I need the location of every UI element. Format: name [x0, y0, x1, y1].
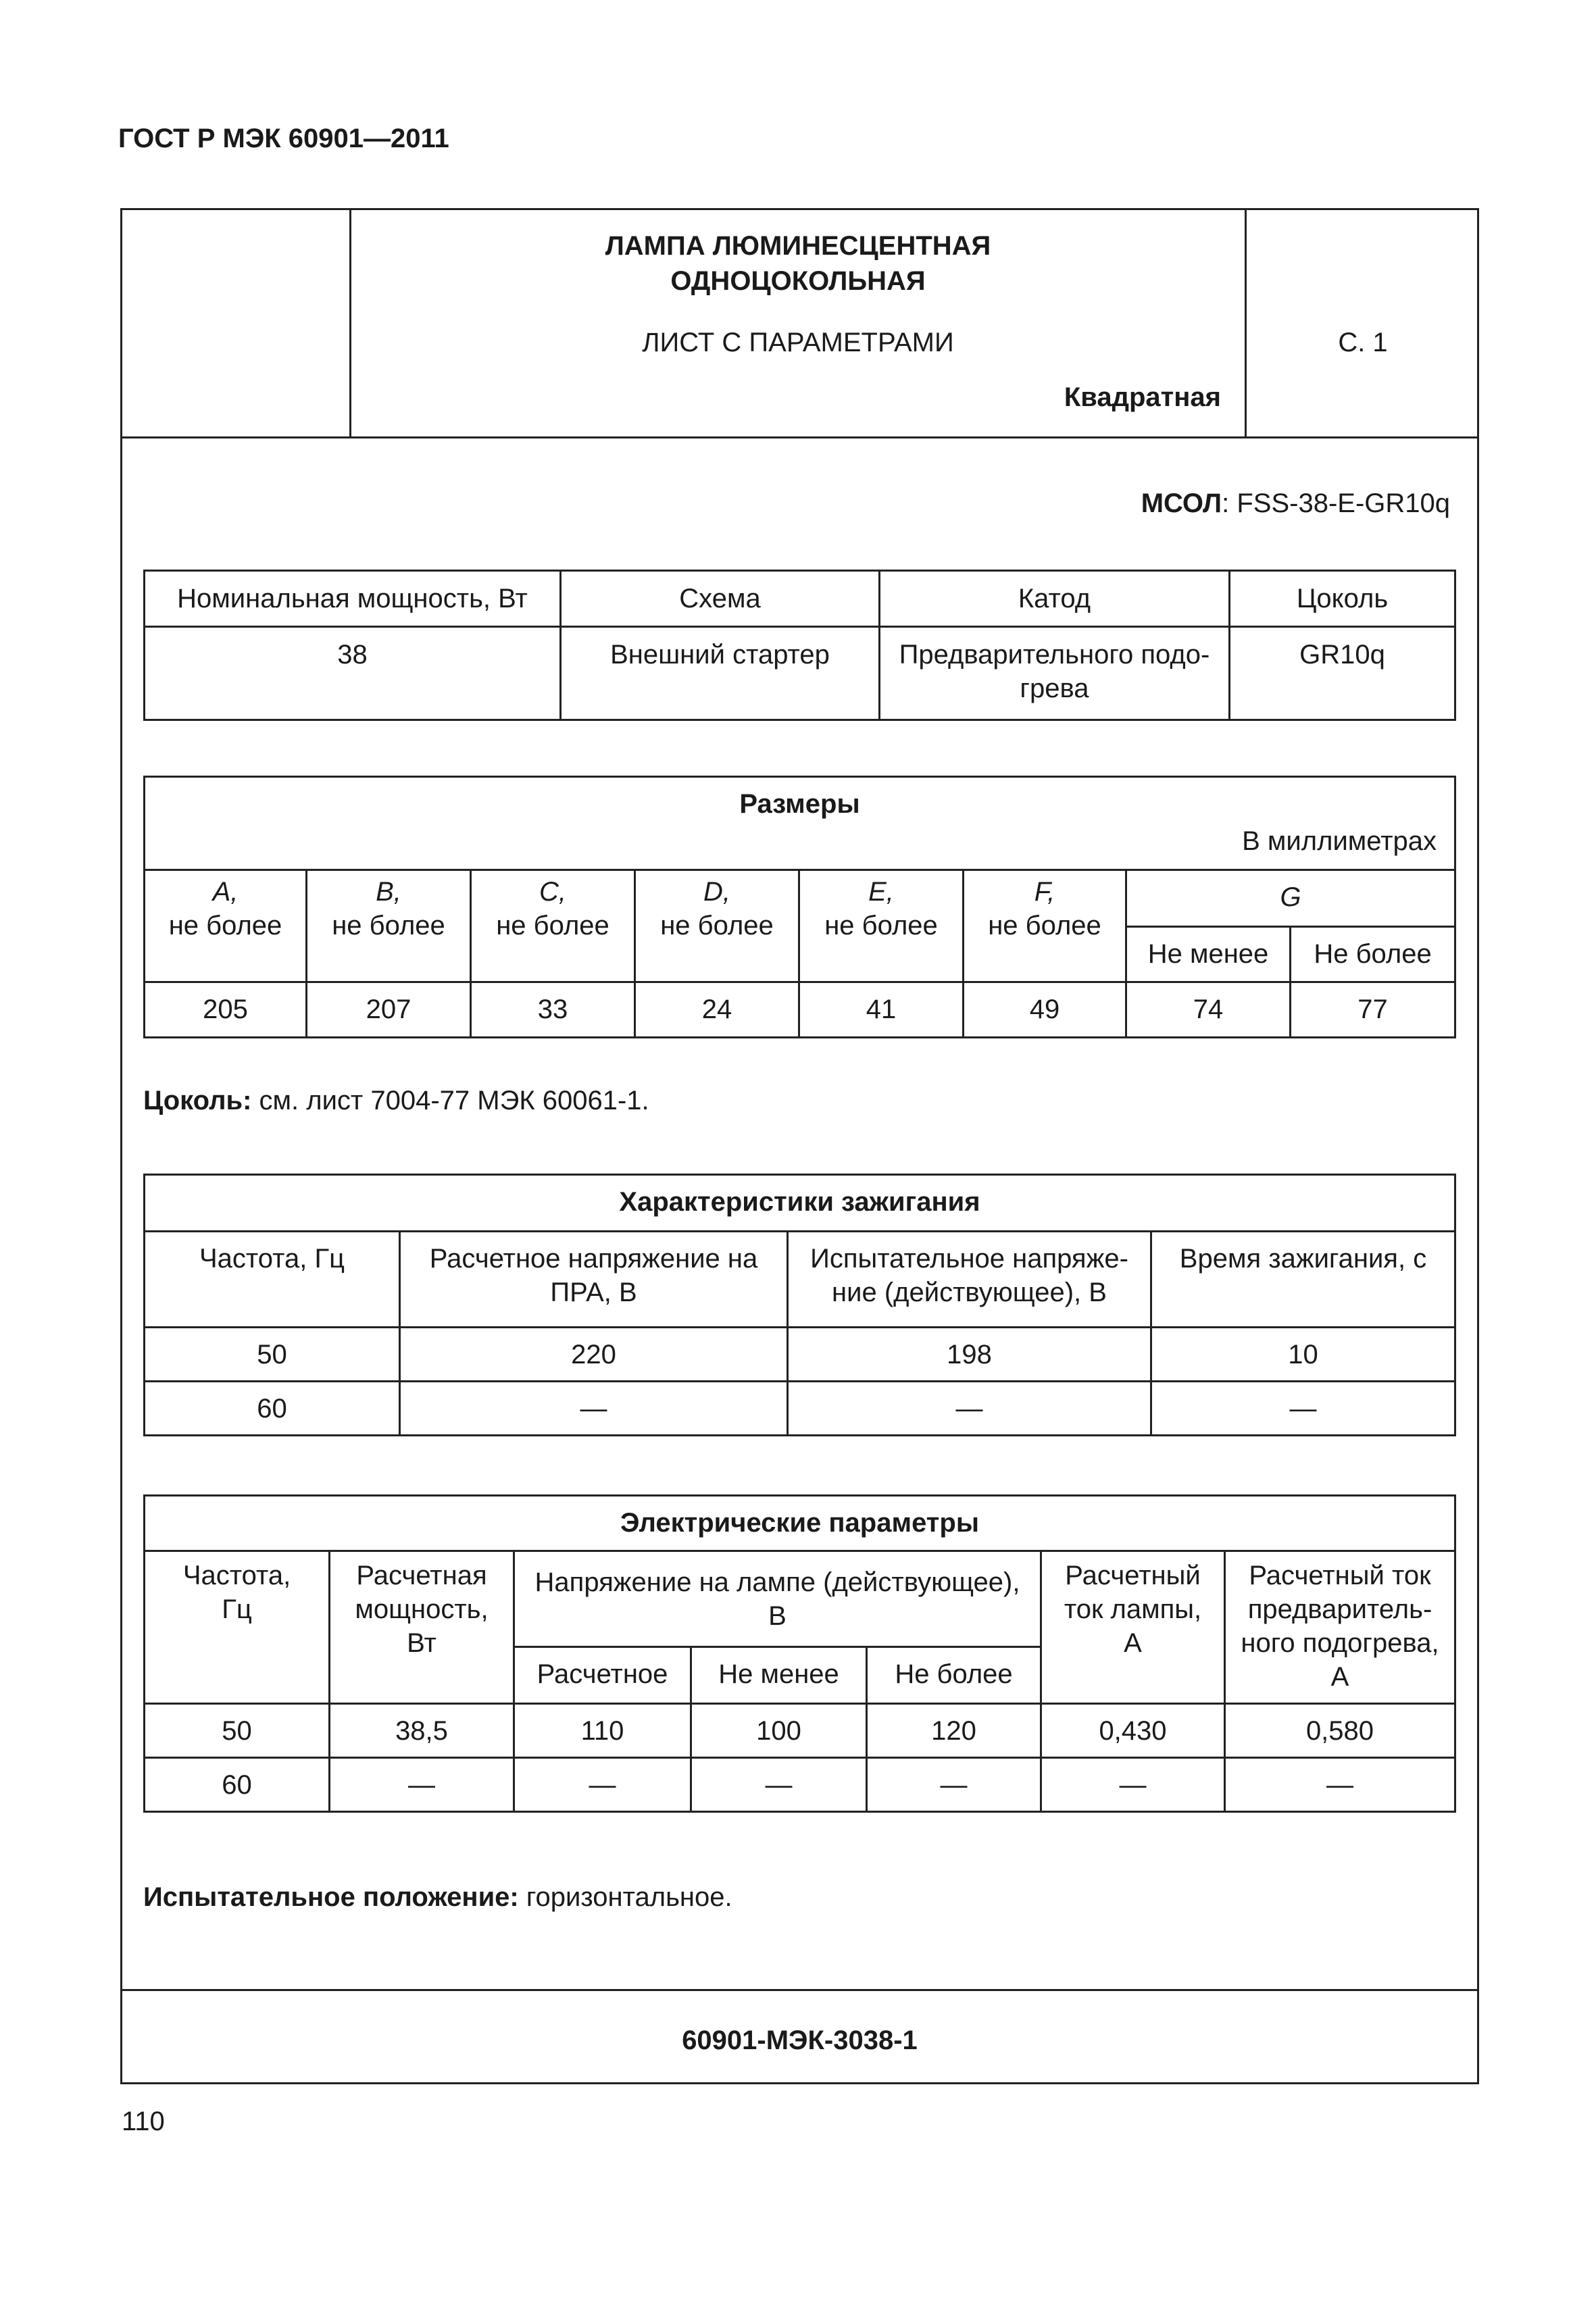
header-power: Номинальная мощность, Вт	[145, 571, 561, 627]
el-cell: 50	[145, 1704, 330, 1758]
el-header-preheat: Расчетный ток предваритель- ного подогрева, А	[1225, 1551, 1455, 1704]
ign-cell: 220	[400, 1328, 788, 1382]
el-header-power: Расчетная мощность, Вт	[330, 1551, 514, 1704]
dim-value: 205	[145, 982, 307, 1038]
dimensions-units: В миллиметрах	[1242, 826, 1437, 856]
dim-col-c: C, не более	[471, 870, 635, 982]
dim-value: 77	[1291, 982, 1455, 1038]
dim-col-d: D, не более	[635, 870, 799, 982]
el-cell: —	[1225, 1758, 1455, 1812]
el-cell: 0,430	[1041, 1704, 1225, 1758]
electrical-title: Электрические параметры	[145, 1496, 1455, 1551]
el-cell: —	[867, 1758, 1041, 1812]
dim-g-max: Не более	[1291, 927, 1455, 982]
dim-col-b: B, не более	[307, 870, 471, 982]
ign-header-test-voltage: Испытательное напряже- ние (действующее), В	[788, 1232, 1151, 1328]
ign-cell: 10	[1151, 1328, 1455, 1382]
el-header-freq: Частота, Гц	[145, 1551, 330, 1704]
ignition-title: Характеристики зажигания	[145, 1175, 1455, 1232]
ignition-table	[143, 1174, 1456, 1436]
value-power: 38	[145, 627, 561, 720]
lamp-shape: Квадратная	[1064, 382, 1221, 412]
ign-cell: 60	[145, 1382, 400, 1436]
dimensions-title-cell	[145, 777, 1455, 870]
dimensions-title: Размеры	[739, 789, 860, 819]
ign-header-voltage: Расчетное напряжение на ПРА, В	[400, 1232, 788, 1328]
sheet-code: 60901-МЭК-3038-1	[682, 2026, 918, 2055]
el-cell: —	[330, 1758, 514, 1812]
mcol-label: МСОЛ	[1141, 488, 1222, 518]
base-note: Цоколь: см. лист 7004-77 МЭК 60061-1.	[143, 1086, 649, 1115]
title-line-1: ЛАМПА ЛЮМИНЕСЦЕНТНАЯ	[605, 231, 991, 261]
mcol-designation	[1141, 488, 1450, 519]
el-header-current: Расчетный ток лампы, А	[1041, 1551, 1225, 1704]
page-number: 110	[122, 2107, 165, 2136]
el-cell: 120	[867, 1704, 1041, 1758]
value-base: GR10q	[1230, 627, 1455, 720]
dim-value: 33	[471, 982, 635, 1038]
el-cell: 110	[514, 1704, 691, 1758]
ign-cell: —	[1151, 1382, 1455, 1436]
el-cell: —	[691, 1758, 867, 1812]
dim-col-a: A, не более	[145, 870, 307, 982]
ign-cell: —	[788, 1382, 1151, 1436]
el-cell: —	[1041, 1758, 1225, 1812]
ign-cell: 50	[145, 1328, 400, 1382]
test-position: Испытательное положение: горизонтальное.	[143, 1882, 732, 1912]
header-scheme: Схема	[561, 571, 880, 627]
ign-header-time: Время зажигания, с	[1151, 1232, 1455, 1328]
value-cathode: Предварительного подо- грева	[880, 627, 1230, 720]
dim-col-g: G	[1126, 870, 1455, 927]
dim-value: 41	[799, 982, 964, 1038]
dimensions-table	[143, 776, 1456, 1038]
dim-g-min: Не менее	[1126, 927, 1291, 982]
header-cathode: Катод	[880, 571, 1230, 627]
main-params-table	[143, 570, 1456, 721]
el-cell: —	[514, 1758, 691, 1812]
dim-value: 24	[635, 982, 799, 1038]
el-cell: 100	[691, 1704, 867, 1758]
standard-header: ГОСТ Р МЭК 60901—2011	[118, 124, 449, 153]
header-base: Цоколь	[1230, 571, 1455, 627]
ign-cell: —	[400, 1382, 788, 1436]
ign-header-freq: Частота, Гц	[145, 1232, 400, 1328]
el-cell: 0,580	[1225, 1704, 1455, 1758]
page-label: С. 1	[1338, 328, 1388, 357]
value-scheme: Внешний стартер	[561, 627, 880, 720]
el-header-voltage: Напряжение на лампе (действующее), В	[514, 1551, 1041, 1647]
el-sub-max: Не более	[867, 1647, 1041, 1704]
sheet-subtitle: ЛИСТ С ПАРАМЕТРАМИ	[642, 328, 954, 357]
dim-value: 49	[964, 982, 1126, 1038]
ign-cell: 198	[788, 1328, 1151, 1382]
title-block	[351, 228, 1245, 299]
dim-value: 207	[307, 982, 471, 1038]
footer-divider	[120, 1989, 1479, 1991]
mcol-value: : FSS-38-E-GR10q	[1222, 488, 1450, 518]
electrical-table	[143, 1494, 1456, 1813]
title-divider	[120, 436, 1479, 438]
el-cell: 38,5	[330, 1704, 514, 1758]
dim-col-f: F, не более	[964, 870, 1126, 982]
title-line-2: ОДНОЦОКОЛЬНАЯ	[670, 266, 926, 296]
el-cell: 60	[145, 1758, 330, 1812]
dim-col-e: E, не более	[799, 870, 964, 982]
dim-value: 74	[1126, 982, 1291, 1038]
el-sub-rated: Расчетное	[514, 1647, 691, 1704]
el-sub-min: Не менее	[691, 1647, 867, 1704]
